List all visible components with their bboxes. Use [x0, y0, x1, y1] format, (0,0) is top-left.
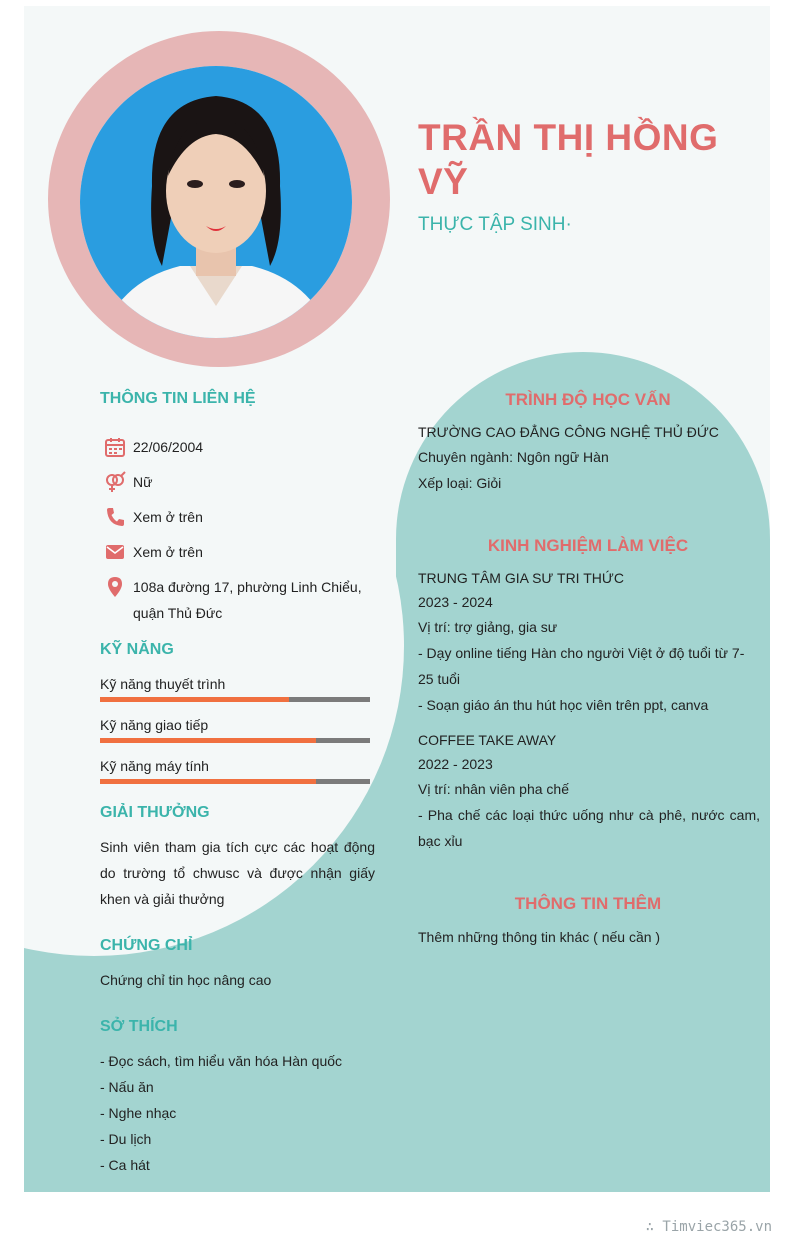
contact-birthday [104, 434, 394, 460]
contact-phone [104, 504, 394, 530]
awards-text: Sinh viên tham gia tích cực các hoạt động do trường tổ chwusc và được nhận giấy khen và giải thưởng [100, 839, 375, 907]
hobby-item: - Nấu ăn [100, 1079, 154, 1095]
skills-section-title: KỸ NĂNG [100, 641, 174, 658]
education-school: TRƯỜNG CAO ĐẲNG CÔNG NGHỆ THỦ ĐỨC [418, 424, 719, 440]
job-description: - Pha chế các loại thức uống như cà phê, nước cam, bạc xỉu [418, 807, 760, 849]
education-rank: Xếp loại: Giỏi [418, 475, 502, 491]
skill-bar-fill [100, 779, 316, 784]
gender-value: Nữ [133, 474, 153, 490]
certificates-text: Chứng chỉ tin học nâng cao [100, 972, 272, 988]
skill-bar-fill [100, 738, 316, 743]
skill-label: Kỹ năng thuyết trình [100, 676, 226, 692]
contact-gender [104, 469, 394, 495]
contact-email [104, 539, 394, 565]
contact-section-title: THÔNG TIN LIÊN HỆ [100, 390, 256, 407]
job-description: - Soạn giáo án thu hút học viên trên ppt, canva [418, 697, 709, 713]
phone-icon [104, 506, 126, 528]
phone-value: Xem ở trên [133, 509, 203, 525]
footer-brand: ∴ Timviec365.vn [645, 1219, 772, 1235]
hobby-item: - Nghe nhạc [100, 1105, 177, 1121]
hobby-item: - Đọc sách, tìm hiểu văn hóa Hàn quốc [100, 1053, 343, 1069]
education-major: Chuyên ngành: Ngôn ngữ Hàn [418, 449, 609, 465]
gender-icon [104, 471, 126, 493]
education-section-title: TRÌNH ĐỘ HỌC VẤN [505, 390, 671, 409]
birthday-value: 22/06/2004 [133, 439, 204, 455]
skill-label: Kỹ năng máy tính [100, 758, 209, 774]
awards-section-title: GIẢI THƯỞNG [100, 804, 210, 821]
job-title: THỰC TẬP SINH· [418, 214, 572, 235]
skill-bar [100, 738, 370, 743]
job-position: Vị trí: trợ giảng, gia sư [418, 619, 558, 635]
hobby-item: - Ca hát [100, 1157, 150, 1173]
job-company: TRUNG TÂM GIA SƯ TRI THỨC [418, 570, 624, 586]
portrait-photo [80, 66, 352, 338]
skill-bar [100, 779, 370, 784]
job-period: 2023 - 2024 [418, 594, 493, 610]
hobbies-section-title: SỞ THÍCH [100, 1018, 178, 1035]
contact-address [104, 574, 394, 626]
location-icon [104, 576, 126, 598]
job-position: Vị trí: nhân viên pha chế [418, 781, 569, 797]
email-value: Xem ở trên [133, 544, 203, 560]
avatar [80, 66, 352, 338]
job-company: COFFEE TAKE AWAY [418, 732, 557, 748]
candidate-name: TRẦN THỊ HỒNG VỸ [418, 117, 719, 202]
job-description: - Dạy online tiếng Hàn cho người Việt ở độ tuổi từ 7- 25 tuổi [418, 645, 745, 687]
hobby-item: - Du lịch [100, 1131, 152, 1147]
email-icon [104, 541, 126, 563]
more-info-text: Thêm những thông tin khác ( nếu cần ) [418, 929, 661, 945]
skill-label: Kỹ năng giao tiếp [100, 717, 209, 733]
experience-section-title: KINH NGHIỆM LÀM VIỆC [487, 536, 689, 555]
certificates-section-title: CHỨNG CHỈ [100, 937, 193, 954]
skill-bar [100, 697, 370, 702]
skill-bar-fill [100, 697, 289, 702]
calendar-icon [104, 436, 126, 458]
job-period: 2022 - 2023 [418, 756, 493, 772]
address-value: 108a đường 17, phường Linh Chiểu, quận Thủ Đức [133, 579, 362, 621]
more-info-section-title: THÔNG TIN THÊM [514, 894, 662, 913]
